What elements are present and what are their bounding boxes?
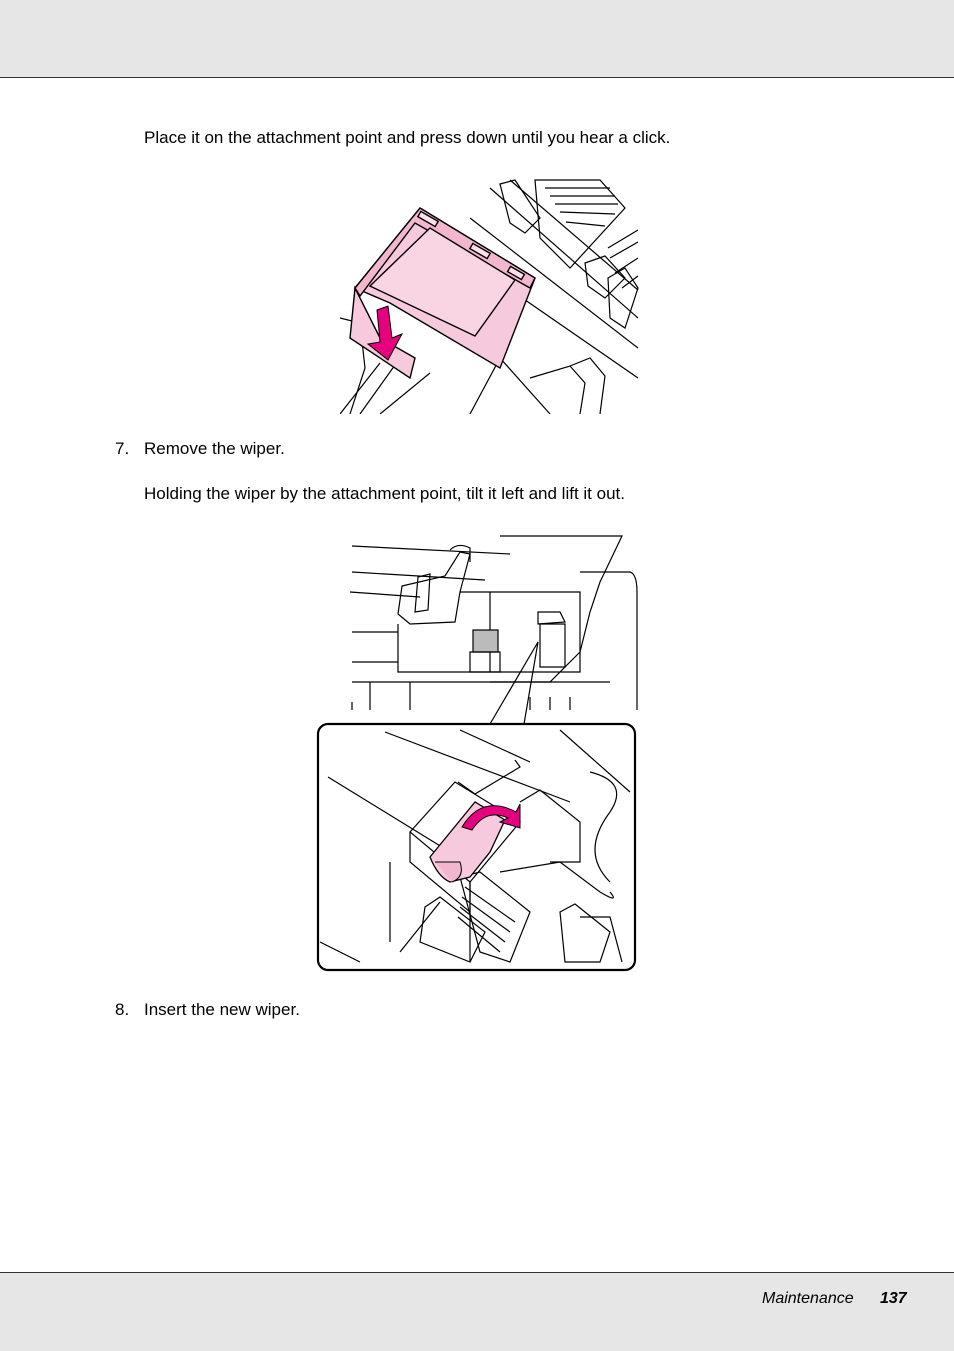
step-8-title: Insert the new wiper. [144, 1000, 300, 1019]
footer-band [0, 1272, 954, 1351]
footer-section-name: Maintenance [762, 1290, 854, 1307]
figure-remove-wiper [310, 532, 640, 974]
step-8-number: 8. [115, 1000, 130, 1019]
figure-press-attachment [340, 178, 642, 414]
footer-page-number: 137 [880, 1290, 907, 1307]
intro-paragraph: Place it on the attachment point and press down until you hear a click. [144, 128, 671, 147]
step-7-number: 7. [115, 439, 130, 458]
step-7-title: Remove the wiper. [144, 439, 285, 458]
header-band [0, 0, 954, 78]
step-7-detail: Holding the wiper by the attachment point, tilt it left and lift it out. [144, 484, 625, 503]
